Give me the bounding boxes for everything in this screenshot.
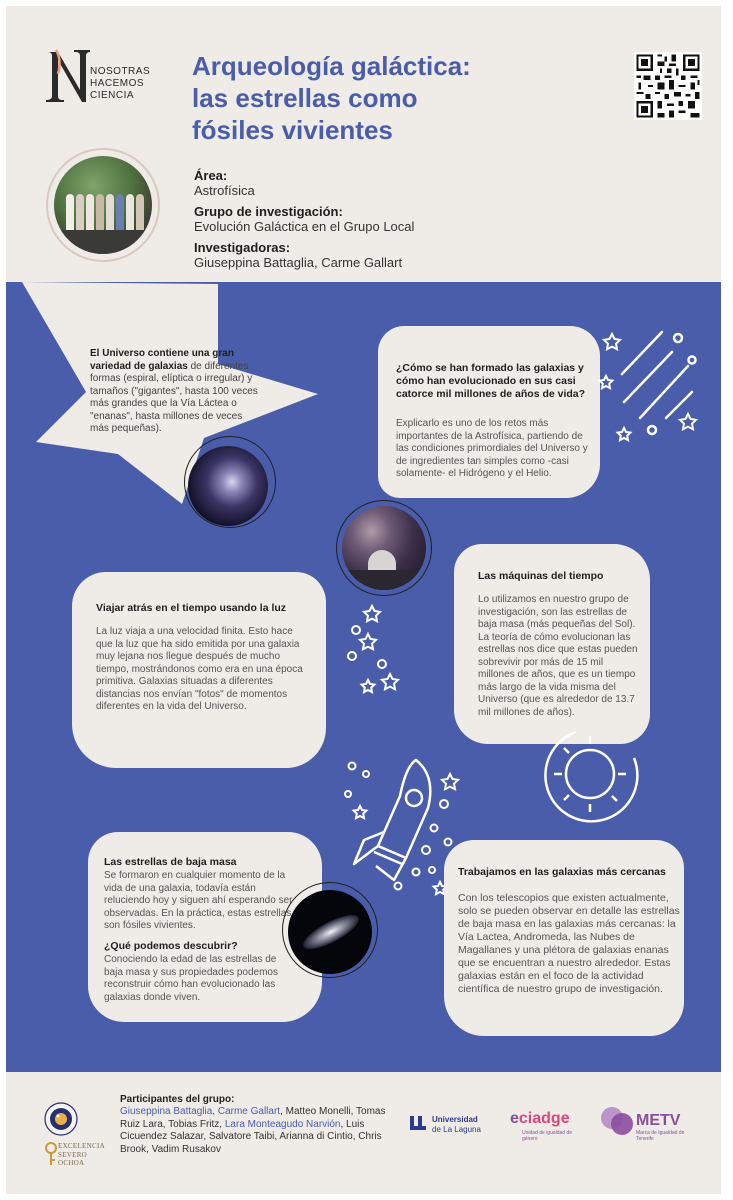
discover-body: Conociendo la edad de las estrellas de baja masa y sus propiedades podemos reconstruir cómo han evolucionado las galaxias donde viven. — [104, 954, 278, 1003]
observatory-image — [342, 506, 426, 590]
qr-code-icon[interactable] — [634, 52, 702, 120]
metv-name: METV — [636, 1112, 681, 1129]
logo-wordmark — [90, 66, 150, 102]
participants-highlight: Giuseppina Battaglia, Carme Gallart — [120, 1106, 281, 1117]
footer — [6, 1072, 721, 1194]
andromeda-image — [288, 890, 372, 974]
page-margin — [721, 0, 733, 1200]
ull-logo-text — [432, 1115, 481, 1134]
participants-title: Participantes del grupo: — [120, 1094, 235, 1105]
time-travel-heading: Viajar atrás en el tiempo usando la luz — [96, 602, 287, 614]
participants-plain: , Luis Cicuendez Salazar, Salvatore Taibi, Arianna di Cintio, Chris Brook, Vadim Rusakov — [120, 1118, 382, 1155]
metv-subtitle: Marca de Igualdad de Tenerife — [636, 1130, 685, 1142]
group-photo — [54, 156, 152, 254]
low-mass-heading: Las estrellas de baja masa — [104, 856, 237, 868]
time-machines-bubble — [454, 544, 650, 744]
universe-intro-text — [90, 348, 260, 436]
severo-line: SEVERO — [58, 1150, 88, 1159]
participants-highlight: Lara Monteagudo Narvión — [224, 1118, 341, 1130]
participants-plain: , Matteo Monelli, Tomas Ruiz Lara, Tobias Fritz, — [120, 1106, 386, 1130]
ciadge-subtitle: Unidad de igualdad de género — [522, 1130, 573, 1142]
ciadge-logo — [510, 1110, 570, 1128]
time-travel-bubble — [72, 572, 326, 768]
poster — [6, 6, 721, 1194]
severo-ochoa-key-icon — [44, 1142, 58, 1166]
formation-body: Explicarlo es uno de los retos más importantes de la Astrofísica, partiendo de las condiciones primordiales del Universo y de ingredientes tan simples como -casi solamente- el Hidrógeno y el Helio. — [396, 418, 588, 479]
logo-line: CIENCIA — [90, 90, 135, 101]
severo-line: EXCELENCIA — [58, 1142, 105, 1150]
researchers-label: Investigadoras: — [194, 240, 291, 255]
metv-logo-icon — [600, 1104, 636, 1138]
formation-bubble — [378, 326, 600, 498]
severo-line: OCHOA — [58, 1159, 85, 1167]
nearby-heading: Trabajamos en las galaxias más cercanas — [458, 866, 666, 878]
researchers-value: Giuseppina Battaglia, Carme Gallart — [194, 255, 403, 270]
group-value: Evolución Galáctica en el Grupo Local — [194, 219, 415, 234]
page-title — [192, 50, 592, 146]
ull-logo-icon — [408, 1114, 428, 1132]
logo-line: NOSOTRAS — [90, 66, 151, 77]
severo-ochoa-text — [58, 1142, 105, 1168]
iac-seal-icon — [44, 1102, 78, 1136]
galaxy-image-1 — [188, 446, 268, 526]
universe-intro-body: de diferentes formas (espiral, elíptica o irregular) y tamaños ("gigantes", hasta 100 veces más grandes que la Vía Láctea o "enanas", hasta millones de veces más pequeñas). — [90, 360, 258, 434]
ciadge-name: ciadge — [518, 1110, 570, 1127]
discover-heading: ¿Qué podemos descubrir? — [104, 940, 238, 952]
low-mass-body: Se formaron en cualquier momento de la vida de una galaxia, todavía están reluciendo hoy y siguen ahí esperando ser observadas. En la práctica, estas estrellas son fósiles vivientes. — [104, 870, 293, 931]
project-meta — [194, 168, 414, 276]
ull-line: de La Laguna — [432, 1124, 481, 1134]
time-travel-body: La luz viaja a una velocidad finita. Esto hace que la luz que ha sido emitida por una galaxia muy lejana nos llegue después de mucho tiempo, mostrándonos como era en una época primitiva. Galaxias situadas a diferentes distancias nos envían "fotos" de momentos diferentes en la vida del Universo. — [96, 626, 303, 712]
ull-line: Universidad — [432, 1115, 478, 1124]
logo-line: HACEMOS — [90, 78, 145, 89]
nearby-galaxies-bubble — [444, 840, 684, 1036]
sun-icon — [536, 718, 666, 838]
nearby-body: Con los telescopios que existen actualmente, solo se pueden observar en detalle las estrellas de baja masa en las galaxias más cercanas: la Vía Lactea, Andromeda, las Nubes de Magallanes y una plétora de galaxias enanas que se encuentran a nuestro alrededor. Estas galaxias están en el foco de la actividad científica de nuestro grupo de investigación. — [458, 892, 680, 995]
area-label: Área: — [194, 168, 228, 183]
group-label: Grupo de investigación: — [194, 204, 343, 219]
title-line-1: Arqueología galáctica: — [192, 51, 471, 81]
time-machines-heading: Las máquinas del tiempo — [478, 570, 604, 582]
nosotras-logo-icon — [44, 46, 94, 106]
ciadge-prefix: e — [510, 1110, 519, 1127]
formation-heading: ¿Cómo se han formado las galaxias y cómo han evolucionado en sus casi catorce mil millones de años de vida? — [396, 362, 586, 400]
stars-trail-icon — [338, 602, 418, 702]
title-line-2: las estrellas como — [192, 83, 418, 113]
universe-intro-bold: El Universo contiene una gran variedad de galaxias — [90, 348, 234, 372]
participants-list — [120, 1106, 390, 1156]
time-machines-body: Lo utilizamos en nuestro grupo de investigación, son las estrellas de baja masa (más pequeñas del Sol). La teoría de cómo evolucionan las estrellas nos dice que estas pueden sobrevivir por más de 15 mil millones de años, que es un tiempo más largo de la vida misma del Universo (que es alrededor de 13.7 mil millones de años). — [478, 594, 638, 718]
area-value: Astrofísica — [194, 183, 255, 198]
shooting-stars-icon — [596, 322, 706, 452]
title-line-3: fósiles vivientes — [192, 115, 393, 145]
